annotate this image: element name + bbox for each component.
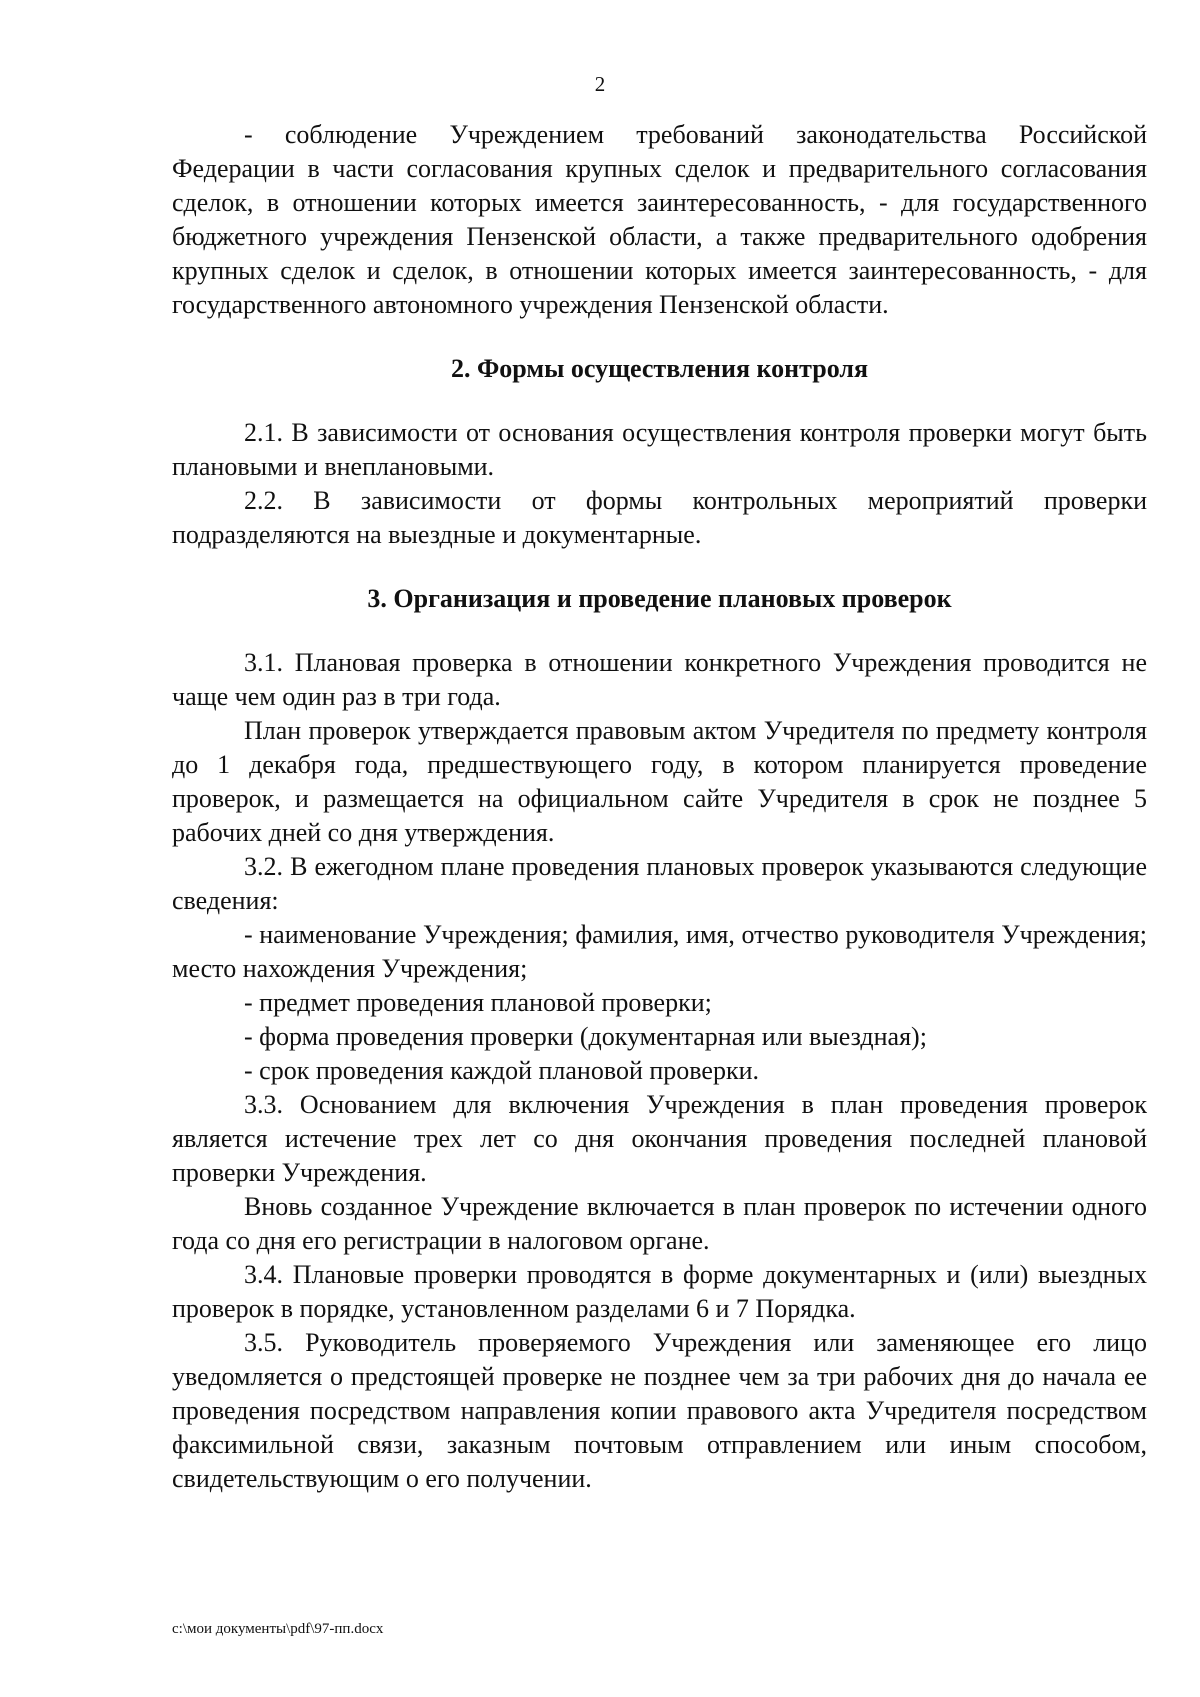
paragraph-2-2: 2.2. В зависимости от формы контрольных мероприятий проверки подразделяются на выездные и документарные. — [172, 486, 1147, 549]
list-item-term: - срок проведения каждой плановой проверки. — [244, 1056, 759, 1085]
list-item-form: - форма проведения проверки (документарная или выездная); — [244, 1022, 927, 1051]
section-2-heading: 2. Формы осуществления контроля — [450, 354, 869, 383]
paragraph-3-3: 3.3. Основанием для включения Учреждения в план проведения проверок является истечение трех лет со дня окончания проведения последней плановой проверки Учреждения. — [172, 1090, 1147, 1187]
list-item-name: - наименование Учреждения; фамилия, имя, отчество руководителя Учреждения; место нахождения Учреждения; — [172, 920, 1147, 983]
page-number: 2 — [594, 72, 606, 96]
document-body — [172, 118, 1147, 1496]
paragraph-2-1: 2.1. В зависимости от основания осуществления контроля проверки могут быть плановыми и внеплановыми. — [172, 418, 1147, 481]
list-item-subject: - предмет проведения плановой проверки; — [244, 988, 712, 1017]
paragraph-3-5: 3.5. Руководитель проверяемого Учреждения или заменяющее его лицо уведомляется о предстоящей проверке не позднее чем за три рабочих дня до начала ее проведения посредством направления копии правового акта Учредителя посредством факсимильной связи, заказным почтовым отправлением или иным способом, свидетельствующим о его получении. — [172, 1328, 1147, 1493]
footer-file-path: c:\мои документы\pdf\97-пп.docx — [172, 1621, 384, 1637]
intro-paragraph: - соблюдение Учреждением требований законодательства Российской Федерации в части согласования крупных сделок и предварительного согласования сделок, в отношении которых имеется заинтересованность, - для государственного бюджетного учреждения Пензенской области, а также предварительного одобрения крупных сделок и сделок, в отношении которых имеется заинтересованность, - для государственного автономного учреждения Пензенской области. — [172, 120, 1147, 319]
paragraph-3-4: 3.4. Плановые проверки проводятся в форме документарных и (или) выездных проверок в порядке, установленном разделами 6 и 7 Порядка. — [172, 1260, 1147, 1323]
paragraph-new-institution: Вновь созданное Учреждение включается в план проверок по истечении одного года со дня его регистрации в налоговом органе. — [172, 1192, 1147, 1255]
section-3-heading: 3. Организация и проведение плановых проверок — [367, 584, 952, 613]
paragraph-plan: План проверок утверждается правовым актом Учредителя по предмету контроля до 1 декабря года, предшествующего году, в котором планируется проведение проверок, и размещается на официальном сайте Учредителя в срок не позднее 5 рабочих дней со дня утверждения. — [172, 716, 1147, 847]
paragraph-3-1: 3.1. Плановая проверка в отношении конкретного Учреждения проводится не чаще чем один раз в три года. — [172, 648, 1147, 711]
paragraph-3-2: 3.2. В ежегодном плане проведения плановых проверок указываются следующие сведения: — [172, 852, 1147, 915]
